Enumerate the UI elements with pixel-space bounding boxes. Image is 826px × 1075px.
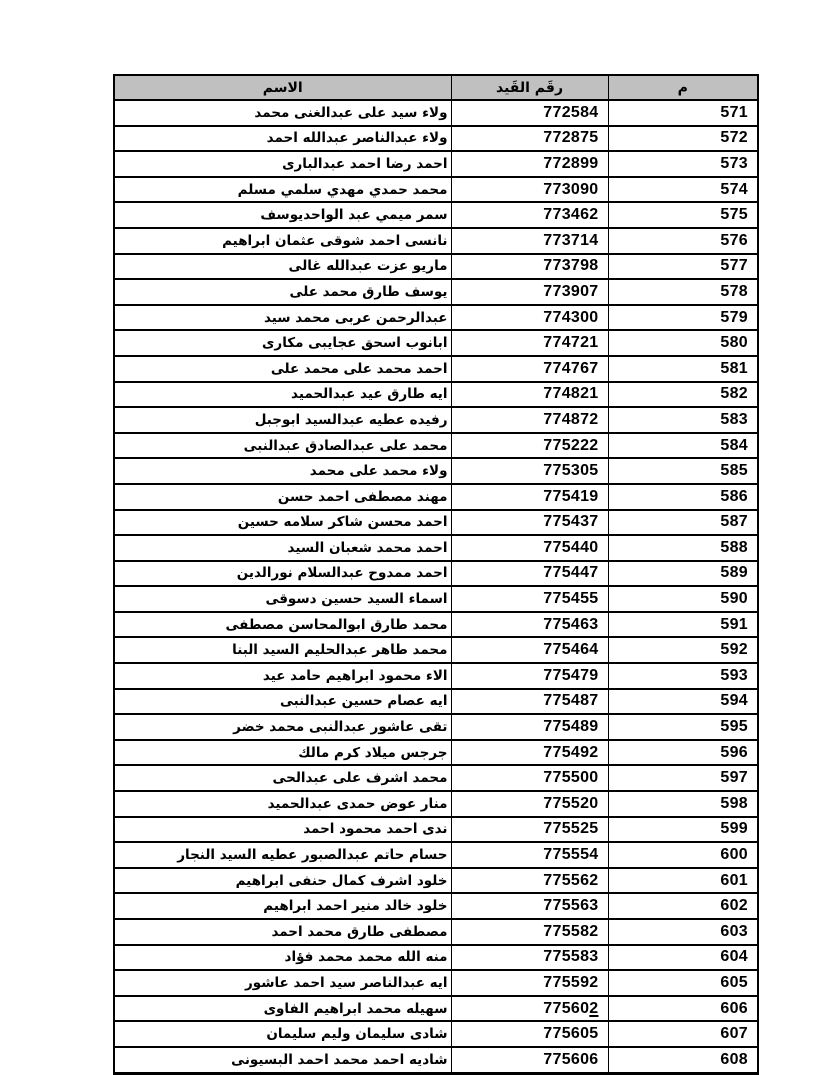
table-row: [114, 663, 758, 689]
table-row: [114, 970, 758, 996]
serial-cell: 585: [608, 458, 758, 484]
name-cell: نانسى احمد شوقى عثمان ابراهيم: [114, 228, 451, 254]
registration-number-cell: 775222: [451, 433, 608, 459]
table-row: [114, 330, 758, 356]
serial-cell: 594: [608, 689, 758, 715]
registration-number-cell: 775520: [451, 791, 608, 817]
serial-cell: 576: [608, 228, 758, 254]
table-row: [114, 842, 758, 868]
registration-number-cell: 772899: [451, 151, 608, 177]
serial-cell: 584: [608, 433, 758, 459]
registration-number-cell: 774821: [451, 382, 608, 408]
table-row: [114, 433, 758, 459]
serial-cell: 580: [608, 330, 758, 356]
name-cell: سمر ميمي عبد الواحديوسف: [114, 202, 451, 228]
table-row: [114, 919, 758, 945]
table-row: [114, 637, 758, 663]
table-row: [114, 893, 758, 919]
registration-number-cell: 773090: [451, 177, 608, 203]
name-cell: محمد على عبدالصادق عبدالنبى: [114, 433, 451, 459]
table-row: [114, 126, 758, 152]
name-cell: خلود اشرف كمال حنفى ابراهيم: [114, 868, 451, 894]
registration-number-cell: 773462: [451, 202, 608, 228]
table-row: [114, 817, 758, 843]
header-serial: م: [608, 75, 758, 100]
serial-cell: 601: [608, 868, 758, 894]
name-cell: يوسف طارق محمد على: [114, 279, 451, 305]
serial-cell: 575: [608, 202, 758, 228]
name-cell: محمد اشرف على عبدالحى: [114, 765, 451, 791]
registration-number-cell: 775489: [451, 714, 608, 740]
table-row: [114, 689, 758, 715]
table-row: [114, 791, 758, 817]
name-cell: ولاء محمد على محمد: [114, 458, 451, 484]
serial-cell: 607: [608, 1021, 758, 1047]
name-cell: احمد محمد على محمد على: [114, 356, 451, 382]
roster-table: [113, 74, 759, 1075]
serial-cell: 591: [608, 612, 758, 638]
serial-cell: 592: [608, 637, 758, 663]
registration-number-cell: 772875: [451, 126, 608, 152]
serial-cell: 600: [608, 842, 758, 868]
name-cell: حسام حاتم عبدالصبور عطيه السيد النجار: [114, 842, 451, 868]
roster-table-wrapper: [113, 74, 759, 1075]
serial-cell: 608: [608, 1047, 758, 1073]
table-row: [114, 535, 758, 561]
serial-cell: 604: [608, 945, 758, 971]
registration-number-cell: 775563: [451, 893, 608, 919]
table-row: [114, 228, 758, 254]
registration-number-cell: 775500: [451, 765, 608, 791]
name-cell: ماريو عزت عبدالله غالى: [114, 254, 451, 280]
serial-cell: 605: [608, 970, 758, 996]
table-row: [114, 100, 758, 126]
serial-cell: 595: [608, 714, 758, 740]
serial-cell: 590: [608, 586, 758, 612]
name-cell: احمد محمد شعبان السيد: [114, 535, 451, 561]
registration-number-cell: 775463: [451, 612, 608, 638]
table-row: [114, 177, 758, 203]
serial-cell: 589: [608, 561, 758, 587]
serial-cell: 582: [608, 382, 758, 408]
name-cell: منار عوض حمدى عبدالحميد: [114, 791, 451, 817]
name-cell: ولاء عبدالناصر عبدالله احمد: [114, 126, 451, 152]
registration-number-cell: 775487: [451, 689, 608, 715]
serial-cell: 573: [608, 151, 758, 177]
registration-number-cell: 775582: [451, 919, 608, 945]
table-row: [114, 945, 758, 971]
table-row: [114, 484, 758, 510]
serial-cell: 597: [608, 765, 758, 791]
table-row: [114, 612, 758, 638]
registration-number-cell: 774721: [451, 330, 608, 356]
table-row: [114, 305, 758, 331]
name-cell: ايه عبدالناصر سيد احمد عاشور: [114, 970, 451, 996]
table-header: [114, 75, 758, 100]
table-row: [114, 382, 758, 408]
name-cell: شاديه احمد محمد احمد البسيونى: [114, 1047, 451, 1073]
name-cell: رفيده عطيه عبدالسيد ابوجبل: [114, 407, 451, 433]
table-row: [114, 151, 758, 177]
serial-cell: 571: [608, 100, 758, 126]
registration-number-cell: 774767: [451, 356, 608, 382]
name-cell: شادى سليمان وليم سليمان: [114, 1021, 451, 1047]
table-row: [114, 407, 758, 433]
name-cell: مصطفى طارق محمد احمد: [114, 919, 451, 945]
table-row: [114, 586, 758, 612]
name-cell: احمد رضا احمد عبدالبارى: [114, 151, 451, 177]
registration-number-cell: 775605: [451, 1021, 608, 1047]
registration-number-cell: 775592: [451, 970, 608, 996]
table-row: [114, 561, 758, 587]
registration-number-cell: 775602: [451, 996, 608, 1022]
name-cell: عبدالرحمن عربى محمد سيد: [114, 305, 451, 331]
serial-cell: 577: [608, 254, 758, 280]
name-cell: اسماء السيد حسين دسوقى: [114, 586, 451, 612]
table-row: [114, 510, 758, 536]
registration-number-cell: 773714: [451, 228, 608, 254]
serial-cell: 586: [608, 484, 758, 510]
registration-number-cell: 775455: [451, 586, 608, 612]
table-row: [114, 714, 758, 740]
table-row: [114, 1047, 758, 1073]
name-cell: محمد حمدي مهدي سلمي مسلم: [114, 177, 451, 203]
serial-cell: 581: [608, 356, 758, 382]
registration-number-cell: 774300: [451, 305, 608, 331]
name-cell: خلود خالد منير احمد ابراهيم: [114, 893, 451, 919]
registration-number-cell: 773907: [451, 279, 608, 305]
registration-number-cell: 775525: [451, 817, 608, 843]
registration-number-cell: 775440: [451, 535, 608, 561]
registration-number-cell: 775419: [451, 484, 608, 510]
table-row: [114, 996, 758, 1022]
table-row: [114, 356, 758, 382]
name-cell: الاء محمود ابراهيم حامد عيد: [114, 663, 451, 689]
registration-number-cell: 774872: [451, 407, 608, 433]
registration-number-cell: 775437: [451, 510, 608, 536]
serial-cell: 603: [608, 919, 758, 945]
serial-cell: 579: [608, 305, 758, 331]
registration-number-cell: 775464: [451, 637, 608, 663]
name-cell: ابانوب اسحق عجايبى مكارى: [114, 330, 451, 356]
name-cell: ايه عصام حسين عبدالنبى: [114, 689, 451, 715]
name-cell: محمد طاهر عبدالحليم السيد البنا: [114, 637, 451, 663]
table-row: [114, 765, 758, 791]
registration-number-cell: 772584: [451, 100, 608, 126]
serial-cell: 596: [608, 740, 758, 766]
table-row: [114, 458, 758, 484]
registration-number-cell: 773798: [451, 254, 608, 280]
table-row: [114, 740, 758, 766]
header-name: الاسم: [114, 75, 451, 100]
header-row: [114, 75, 758, 100]
registration-number-cell: 775554: [451, 842, 608, 868]
registration-number-cell: 775447: [451, 561, 608, 587]
serial-cell: 583: [608, 407, 758, 433]
name-cell: ايه طارق عيد عبدالحميد: [114, 382, 451, 408]
serial-cell: 587: [608, 510, 758, 536]
registration-number-cell: 775305: [451, 458, 608, 484]
serial-cell: 593: [608, 663, 758, 689]
name-cell: ندى احمد محمود احمد: [114, 817, 451, 843]
table-body: [114, 100, 758, 1073]
name-cell: احمد ممدوح عبدالسلام نورالدين: [114, 561, 451, 587]
name-cell: تقى عاشور عبدالنبى محمد خضر: [114, 714, 451, 740]
registration-number-cell: 775479: [451, 663, 608, 689]
registration-number-cell: 775606: [451, 1047, 608, 1073]
serial-cell: 574: [608, 177, 758, 203]
serial-cell: 588: [608, 535, 758, 561]
header-registration-number: رقَم القَيد: [451, 75, 608, 100]
name-cell: جرجس ميلاد كرم مالك: [114, 740, 451, 766]
name-cell: ولاء سيد على عبدالغنى محمد: [114, 100, 451, 126]
serial-cell: 578: [608, 279, 758, 305]
table-row: [114, 868, 758, 894]
serial-cell: 599: [608, 817, 758, 843]
table-row: [114, 254, 758, 280]
name-cell: سهيله محمد ابراهيم الفاوى: [114, 996, 451, 1022]
name-cell: مهند مصطفى احمد حسن: [114, 484, 451, 510]
table-row: [114, 1021, 758, 1047]
registration-number-cell: 775562: [451, 868, 608, 894]
serial-cell: 598: [608, 791, 758, 817]
registration-number-cell: 775583: [451, 945, 608, 971]
serial-cell: 606: [608, 996, 758, 1022]
serial-cell: 602: [608, 893, 758, 919]
serial-cell: 572: [608, 126, 758, 152]
table-row: [114, 279, 758, 305]
name-cell: محمد طارق ابوالمحاسن مصطفى: [114, 612, 451, 638]
name-cell: منه الله محمد محمد فؤاد: [114, 945, 451, 971]
table-row: [114, 202, 758, 228]
name-cell: احمد محسن شاكر سلامه حسين: [114, 510, 451, 536]
registration-number-cell: 775492: [451, 740, 608, 766]
